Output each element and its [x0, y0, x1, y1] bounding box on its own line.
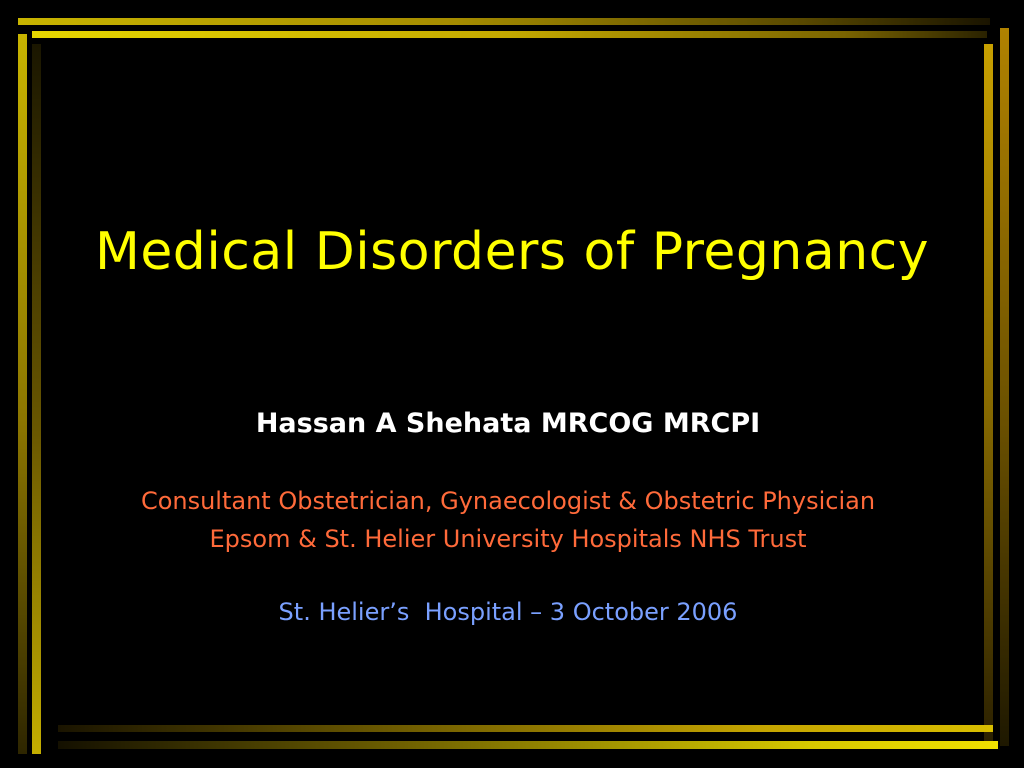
- affiliation-line-2: Epsom & St. Helier University Hospitals NHS Trust: [209, 525, 807, 553]
- border-bar-bottom-outer: [58, 741, 998, 749]
- author-name: Hassan A Shehata MRCOG MRCPI: [255, 408, 761, 439]
- border-bar-left-outer: [18, 34, 27, 754]
- border-bar-top-inner: [32, 31, 987, 38]
- border-bar-left-inner: [32, 44, 41, 754]
- slide-title: Medical Disorders of Pregnancy: [94, 222, 930, 282]
- border-bar-right-outer: [1000, 28, 1009, 746]
- border-bar-right-inner: [984, 44, 993, 744]
- venue-date: St. Helier’s Hospital – 3 October 2006: [278, 598, 738, 626]
- border-bar-top-outer: [18, 18, 990, 25]
- affiliation-line-1: Consultant Obstetrician, Gynaecologist & Obstetric Physician: [140, 487, 876, 515]
- border-bar-bottom-inner: [58, 725, 993, 732]
